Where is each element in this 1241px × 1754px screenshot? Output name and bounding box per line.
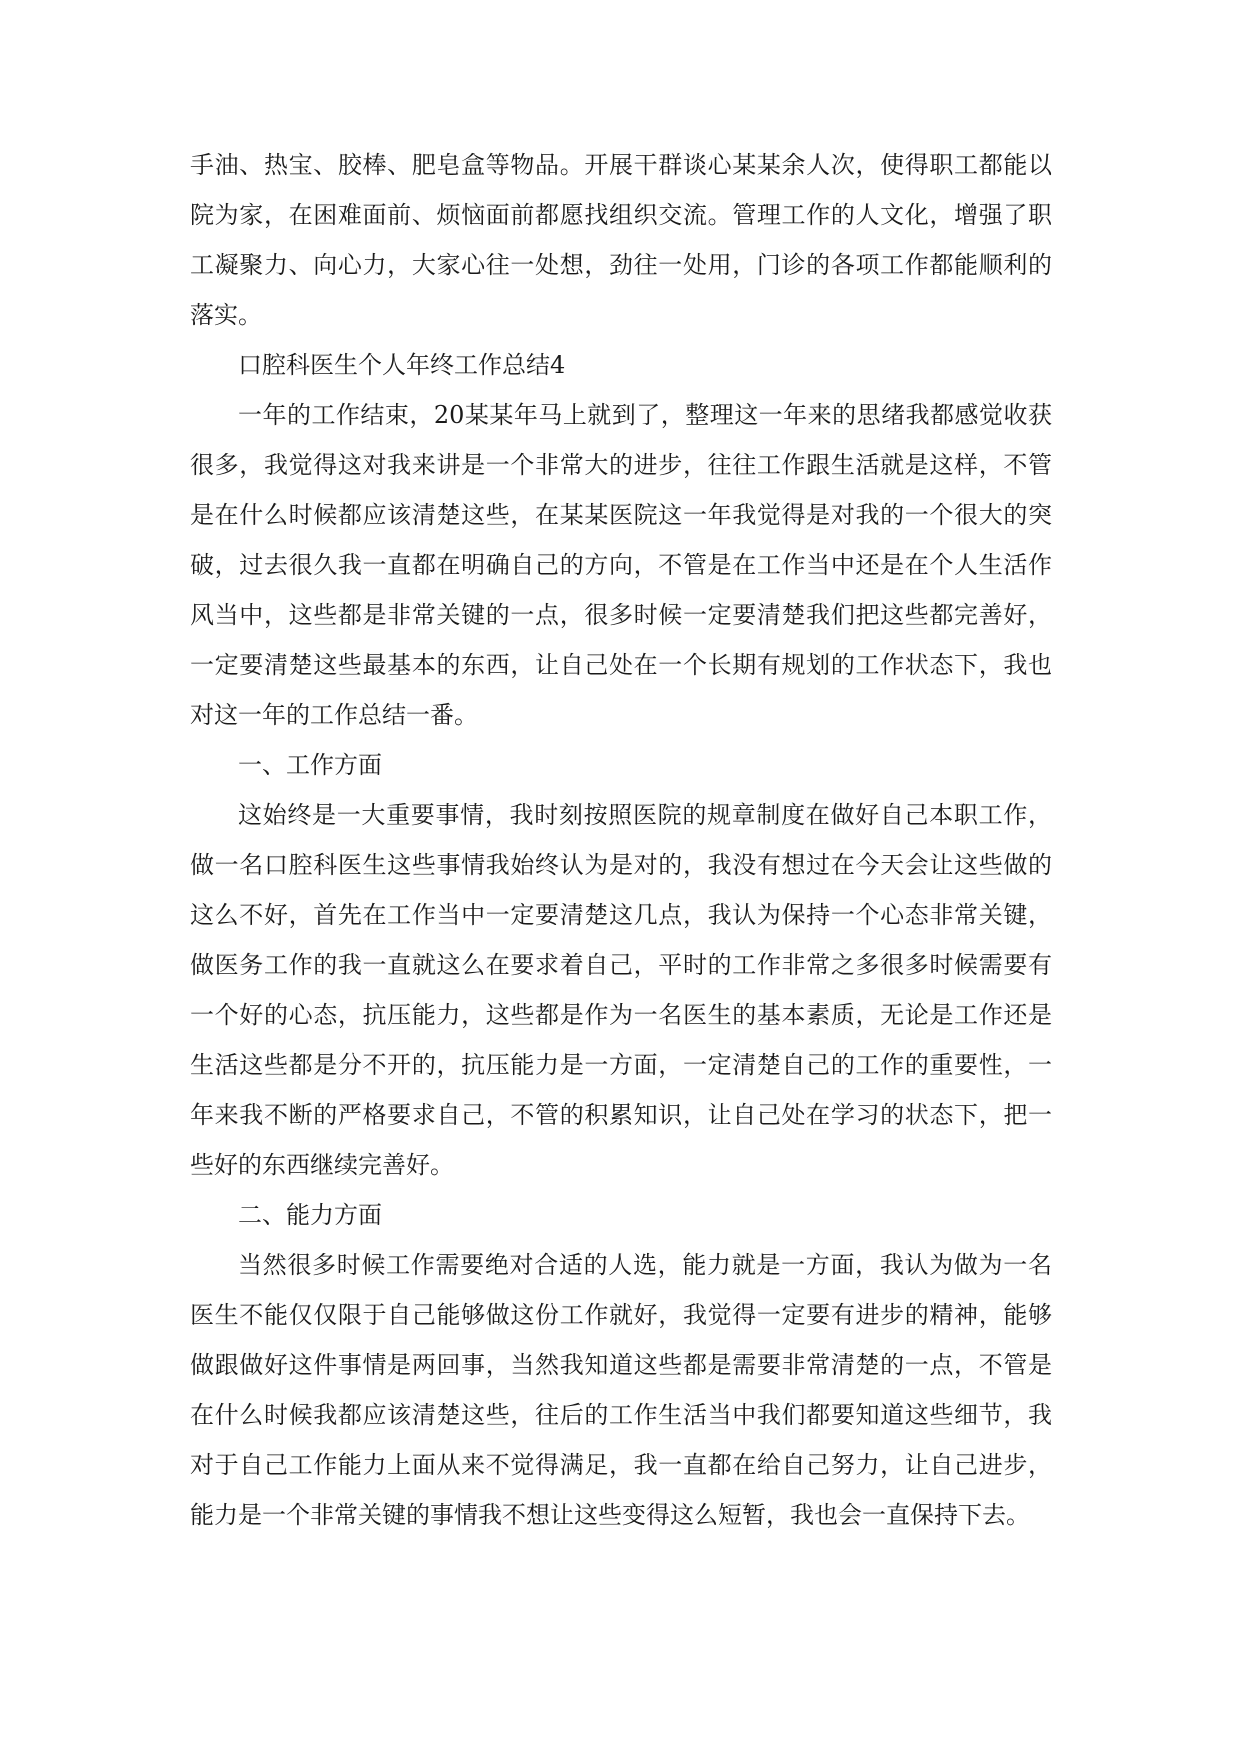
- document-body: [190, 140, 1052, 1540]
- heading-ability: 二、能力方面: [238, 1201, 382, 1229]
- paragraph-continuation: 手油、热宝、胶棒、肥皂盒等物品。开展干群谈心某某余人次，使得职工都能以院为家，在困难面前、烦恼面前都愿找组织交流。管理工作的人文化，增强了职工凝聚力、向心力，大家心往一处想，劲往一处用，门诊的各项工作都能顺利的落实。: [190, 151, 1052, 329]
- paragraph-ability: 当然很多时候工作需要绝对合适的人选，能力就是一方面，我认为做为一名医生不能仅仅限于自己能够做这份工作就好，我觉得一定要有进步的精神，能够做跟做好这件事情是两回事，当然我知道这些都是需要非常清楚的一点，不管是在什么时候我都应该清楚这些，往后的工作生活当中我们都要知道这些细节，我对于自己工作能力上面从来不觉得满足，我一直都在给自己努力，让自己进步，能力是一个非常关键的事情我不想让这些变得这么短暂，我也会一直保持下去。: [190, 1251, 1052, 1529]
- section-title: 口腔科医生个人年终工作总结4: [238, 351, 566, 379]
- heading-work: 一、工作方面: [238, 751, 382, 779]
- paragraph-work: 这始终是一大重要事情，我时刻按照医院的规章制度在做好自己本职工作，做一名口腔科医生这些事情我始终认为是对的，我没有想过在今天会让这些做的这么不好，首先在工作当中一定要清楚这几点，我认为保持一个心态非常关键，做医务工作的我一直就这么在要求着自己，平时的工作非常之多很多时候需要有一个好的心态，抗压能力，这些都是作为一名医生的基本素质，无论是工作还是生活这些都是分不开的，抗压能力是一方面，一定清楚自己的工作的重要性，一年来我不断的严格要求自己，不管的积累知识，让自己处在学习的状态下，把一些好的东西继续完善好。: [190, 801, 1052, 1179]
- paragraph-intro: 一年的工作结束，20某某年马上就到了，整理这一年来的思绪我都感觉收获很多，我觉得这对我来讲是一个非常大的进步，往往工作跟生活就是这样，不管是在什么时候都应该清楚这些，在某某医院这一年我觉得是对我的一个很大的突破，过去很久我一直都在明确自己的方向，不管是在工作当中还是在个人生活作风当中，这些都是非常关键的一点，很多时候一定要清楚我们把这些都完善好，一定要清楚这些最基本的东西，让自己处在一个长期有规划的工作状态下，我也对这一年的工作总结一番。: [190, 401, 1052, 729]
